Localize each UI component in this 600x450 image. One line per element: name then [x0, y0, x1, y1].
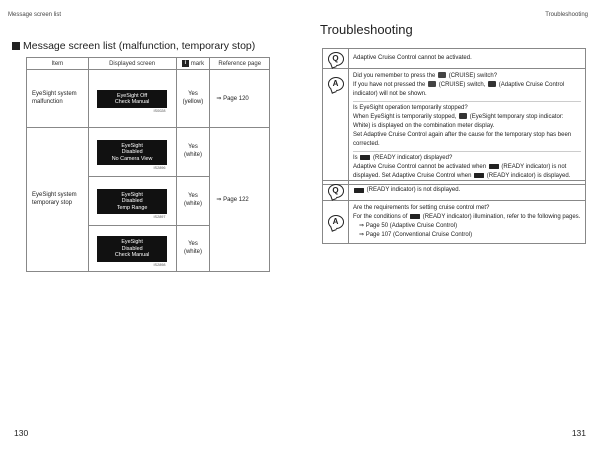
question-row — [323, 49, 585, 68]
running-head: Troubleshooting — [545, 12, 588, 18]
page-link-1[interactable]: ⇒ Page 50 (Adaptive Cruise Control) — [359, 223, 458, 229]
answer-bubble-icon: A — [328, 215, 344, 229]
answer-bubble-icon: A — [328, 77, 344, 91]
reference-cell: ⇒ Page 122 — [210, 128, 270, 272]
mark-cell: Yes (white) — [176, 226, 210, 272]
header-mark: i mark — [176, 58, 210, 70]
question-bubble-icon: Q — [328, 52, 344, 66]
screen-display: EyeSight Off Check Manual — [97, 90, 167, 109]
screen-display: EyeSight Disabled No Camera View — [97, 140, 167, 165]
page-number: 131 — [571, 428, 586, 438]
info-mark-icon: i — [182, 60, 189, 67]
screen-code: IS2898 — [153, 262, 166, 267]
acc-indicator-icon — [488, 81, 496, 87]
item-cell: EyeSight system temporary stop — [27, 128, 89, 272]
screen-cell — [88, 70, 176, 128]
screen-display: EyeSight Disabled Check Manual — [97, 236, 167, 261]
screen-cell — [88, 177, 176, 226]
screen-cell — [88, 226, 176, 272]
header-item: Item — [27, 58, 89, 70]
question-text: (READY indicator) is not displayed. — [349, 181, 585, 200]
ready-indicator-icon — [474, 173, 484, 178]
right-page — [300, 0, 600, 450]
cruise-switch-icon — [438, 72, 446, 78]
answer-paragraph-3: Is (READY indicator) displayed? Adaptive Cruise Control cannot be activated when (READY indicator) is not displayed. Set Adaptive Cruise Control when (READY indicator) is displayed. — [353, 151, 581, 183]
answer-paragraph-2: Is EyeSight operation temporarily stopped? When EyeSight is temporarily stopped, (EyeSight temporary stop indicator: White) is displayed on the combination meter display. Set Adaptive Cruise Control again after the cause for the temporary stop has been corrected. — [353, 101, 581, 151]
header-displayed-screen: Displayed screen — [88, 58, 176, 70]
page-number: 130 — [14, 428, 29, 438]
table-row — [27, 128, 270, 177]
mark-cell: Yes (white) — [176, 177, 210, 226]
section-title — [12, 40, 255, 52]
question-icon-cell — [323, 49, 349, 68]
qa-block-2 — [322, 180, 586, 244]
table-row — [27, 70, 270, 128]
answer-row — [323, 200, 585, 243]
answer-row — [323, 68, 585, 184]
screen-cell — [88, 128, 176, 177]
item-cell: EyeSight system malfunction — [27, 70, 89, 128]
mark-cell: Yes (yellow) — [176, 70, 210, 128]
ready-indicator-icon — [410, 214, 420, 219]
answer-icon-cell — [323, 69, 349, 184]
ready-indicator-icon — [354, 188, 364, 193]
screen-code: IS2896 — [153, 166, 166, 171]
reference-cell: ⇒ Page 120 — [210, 70, 270, 128]
screen-display: EyeSight Disabled Temp Range — [97, 189, 167, 214]
running-head: Message screen list — [8, 12, 62, 18]
square-bullet-icon — [12, 42, 20, 50]
page-link-2[interactable]: ⇒ Page 107 (Conventional Cruise Control) — [359, 232, 473, 238]
table-header-row — [27, 58, 270, 70]
answer-paragraph-1: Did you remember to press the (CRUISE) switch? If you have not pressed the (CRUISE) switch, (Adaptive Cruise Control indicator) will not be shown. — [353, 73, 565, 97]
eyesight-stop-indicator-icon — [459, 113, 467, 119]
qa-block-1 — [322, 48, 586, 185]
question-row — [323, 181, 585, 200]
answer-text — [349, 69, 585, 184]
header-reference-page: Reference page — [210, 58, 270, 70]
cruise-switch-icon — [428, 81, 436, 87]
ready-indicator-icon — [360, 155, 370, 160]
question-bubble-icon: Q — [328, 184, 344, 198]
screen-code: IS2897 — [153, 215, 166, 220]
question-icon-cell — [323, 181, 349, 200]
message-screen-table — [26, 57, 270, 272]
question-text: Adaptive Cruise Control cannot be activated. — [353, 55, 472, 61]
ready-indicator-icon — [489, 164, 499, 169]
screen-code: IS0028 — [153, 109, 166, 114]
section-title-text: Message screen list (malfunction, temporary stop) — [23, 40, 256, 52]
mark-cell: Yes (white) — [176, 128, 210, 177]
page-title: Troubleshooting — [320, 22, 413, 37]
answer-text: Are the requirements for setting cruise control met? For the conditions of (READY indicator) illumination, refer to the following pages. ⇒ Page 50 (Adaptive Cruise Control) ⇒ Page 107 (Conventional Cruise Control) — [353, 205, 581, 238]
answer-icon-cell — [323, 201, 349, 243]
